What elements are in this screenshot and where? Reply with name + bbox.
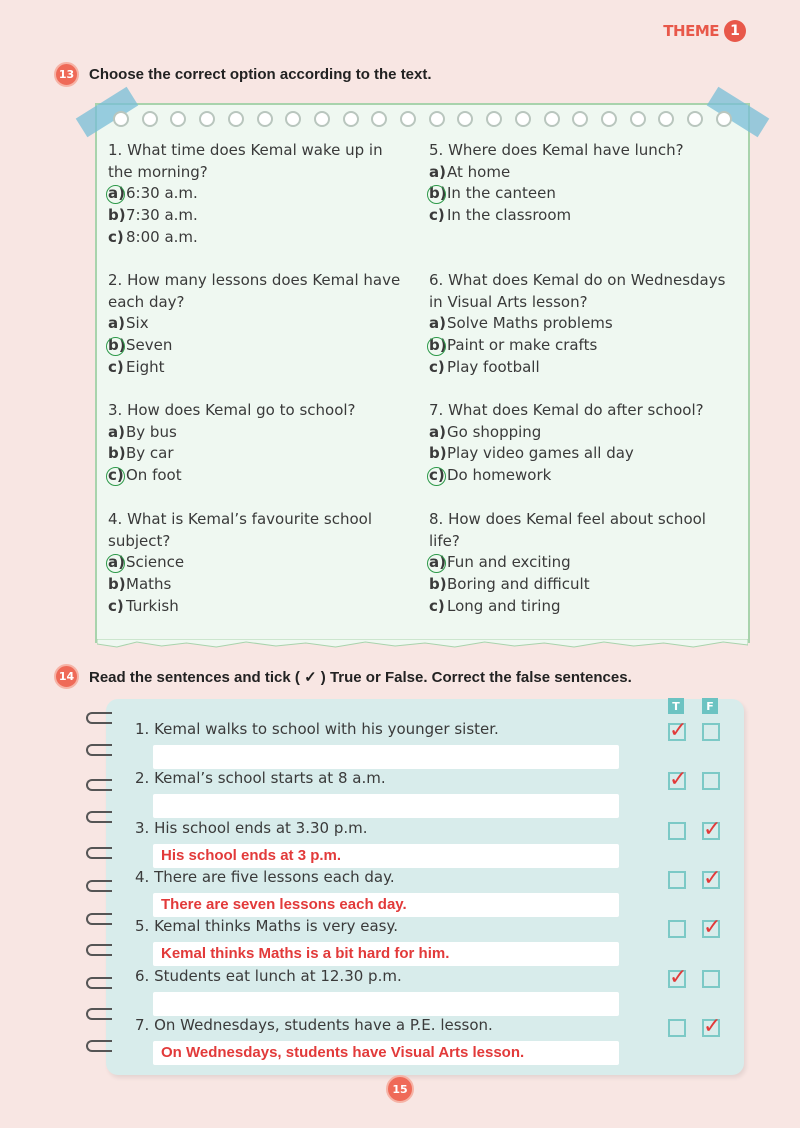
- question-prompt: What time does Kemal wake up in the morning?: [108, 141, 383, 181]
- tick-mark-icon: ✓: [669, 767, 688, 792]
- option-text: 7:30 a.m.: [126, 206, 198, 225]
- question-4: [108, 509, 408, 618]
- option-key: c): [429, 596, 445, 615]
- tick-mark-icon: ✓: [669, 965, 688, 990]
- option-c[interactable]: [108, 596, 408, 618]
- option-text: At home: [447, 162, 511, 181]
- tick-mark-icon: ✓: [703, 817, 722, 842]
- question-number: 2.: [108, 271, 123, 289]
- option-key: b): [108, 575, 126, 594]
- option-a[interactable]: [429, 422, 729, 444]
- option-b[interactable]: [429, 443, 729, 465]
- tick-mark-icon: ✓: [669, 718, 688, 743]
- question-number: 8.: [429, 510, 444, 528]
- question-number: 4.: [108, 510, 123, 528]
- option-c[interactable]: [429, 465, 729, 487]
- option-text: In the canteen: [447, 184, 556, 203]
- statement-1: [135, 720, 499, 738]
- option-a[interactable]: [108, 183, 408, 205]
- statement-text: His school ends at 3.30 p.m.: [154, 819, 368, 837]
- theme-number: 1: [724, 20, 746, 42]
- true-column-header: T: [668, 698, 684, 714]
- true-checkbox[interactable]: [668, 1019, 686, 1037]
- option-b[interactable]: [108, 443, 408, 465]
- question-number: 3.: [108, 401, 123, 419]
- option-c[interactable]: [429, 596, 729, 618]
- spiral-ring: [86, 712, 112, 724]
- statement-text: Kemal’s school starts at 8 a.m.: [154, 769, 386, 787]
- spiral-ring: [86, 744, 112, 756]
- correction-field[interactable]: [153, 992, 619, 1016]
- spiral-ring: [86, 1008, 112, 1020]
- option-c[interactable]: [429, 357, 729, 379]
- statement-text: Kemal thinks Maths is very easy.: [154, 917, 398, 935]
- question-text: [108, 509, 408, 552]
- option-key: b): [108, 335, 126, 357]
- question-8: [429, 509, 729, 618]
- question-1: [108, 140, 408, 249]
- option-c[interactable]: [429, 205, 729, 227]
- correction-field[interactable]: [153, 794, 619, 818]
- binder-holes: [113, 111, 732, 127]
- option-key: a): [108, 183, 126, 205]
- option-b[interactable]: [429, 183, 729, 205]
- option-key: a): [108, 314, 125, 333]
- true-checkbox[interactable]: [668, 871, 686, 889]
- option-key: a): [108, 552, 126, 574]
- option-key: c): [108, 465, 126, 487]
- option-key: a): [429, 162, 446, 181]
- option-text: Seven: [126, 336, 173, 355]
- option-text: On foot: [126, 466, 182, 485]
- option-key: c): [108, 596, 124, 615]
- statement-number: 4.: [135, 868, 150, 886]
- statement-text: There are five lessons each day.: [154, 868, 395, 886]
- spiral-ring: [86, 880, 112, 892]
- exercise-13-title: Choose the correct option according to the text.: [89, 66, 432, 83]
- statement-7: [135, 1016, 493, 1034]
- option-text: Solve Maths problems: [447, 314, 613, 333]
- option-key: b): [108, 444, 126, 463]
- option-a[interactable]: [108, 313, 408, 335]
- question-text: [429, 400, 729, 422]
- statement-2: [135, 769, 386, 787]
- correction-text: His school ends at 3 p.m.: [161, 847, 342, 864]
- option-text: In the classroom: [447, 206, 572, 225]
- false-checkbox[interactable]: [702, 723, 720, 741]
- option-text: Boring and difficult: [447, 575, 590, 594]
- option-text: Long and tiring: [447, 596, 561, 615]
- question-prompt: What is Kemal’s favourite school subject?: [108, 510, 373, 550]
- option-c[interactable]: [108, 357, 408, 379]
- option-text: 8:00 a.m.: [126, 227, 198, 246]
- exercise-13-number: 13: [54, 62, 79, 87]
- statement-6: [135, 967, 402, 985]
- question-number: 5.: [429, 141, 444, 159]
- option-text: Six: [126, 314, 149, 333]
- exercise-13-header: [54, 62, 432, 87]
- spiral-ring: [86, 944, 112, 956]
- question-prompt: How many lessons does Kemal have each day?: [108, 271, 401, 311]
- option-text: Do homework: [447, 466, 552, 485]
- option-c[interactable]: [108, 465, 408, 487]
- tick-mark-icon: ✓: [703, 915, 722, 940]
- option-text: Paint or make crafts: [447, 336, 598, 355]
- exercise-14-title: Read the sentences and tick ( ✓ ) True or False. Correct the false sentences.: [89, 668, 632, 686]
- question-prompt: Where does Kemal have lunch?: [448, 141, 684, 159]
- option-b[interactable]: [108, 335, 408, 357]
- question-text: [108, 270, 408, 313]
- statement-number: 1.: [135, 720, 150, 738]
- statement-number: 7.: [135, 1016, 150, 1034]
- statement-number: 5.: [135, 917, 150, 935]
- spiral-ring: [86, 779, 112, 791]
- question-text: [429, 270, 729, 313]
- option-text: Eight: [126, 357, 165, 376]
- option-key: b): [429, 183, 447, 205]
- option-text: Science: [126, 553, 185, 572]
- option-b[interactable]: [429, 335, 729, 357]
- statement-4: [135, 868, 395, 886]
- option-b[interactable]: [429, 574, 729, 596]
- correction-text: On Wednesdays, students have Visual Arts lesson.: [161, 1044, 525, 1061]
- statement-number: 2.: [135, 769, 150, 787]
- question-prompt: What does Kemal do after school?: [448, 401, 704, 419]
- false-checkbox[interactable]: [702, 772, 720, 790]
- option-key: b): [429, 335, 447, 357]
- option-a[interactable]: [429, 162, 729, 184]
- option-a[interactable]: [108, 552, 408, 574]
- option-text: Play video games all day: [447, 444, 634, 463]
- question-text: [108, 400, 408, 422]
- correction-text: There are seven lessons each day.: [161, 896, 407, 913]
- correction-text: Kemal thinks Maths is a bit hard for him.: [161, 945, 450, 962]
- false-checkbox[interactable]: [702, 970, 720, 988]
- question-text: [108, 140, 408, 183]
- correction-field[interactable]: [153, 745, 619, 769]
- option-key: a): [429, 552, 447, 574]
- statement-text: Kemal walks to school with his younger sister.: [154, 720, 499, 738]
- theme-header: [663, 20, 746, 42]
- option-key: b): [108, 206, 126, 225]
- option-key: c): [108, 227, 124, 246]
- statement-text: On Wednesdays, students have a P.E. lesson.: [154, 1016, 493, 1034]
- option-text: Turkish: [126, 596, 179, 615]
- option-a[interactable]: [429, 313, 729, 335]
- question-7: [429, 400, 729, 487]
- option-key: a): [429, 314, 446, 333]
- option-text: 6:30 a.m.: [126, 184, 198, 203]
- option-text: Fun and exciting: [447, 553, 571, 572]
- exercise-14-number: 14: [54, 664, 79, 689]
- option-key: b): [429, 444, 447, 463]
- question-6: [429, 270, 729, 379]
- question-prompt: What does Kemal do on Wednesdays in Visual Arts lesson?: [429, 271, 726, 311]
- question-number: 6.: [429, 271, 444, 289]
- page-number: 15: [386, 1075, 414, 1103]
- option-key: c): [108, 357, 124, 376]
- true-checkbox[interactable]: [668, 822, 686, 840]
- option-key: b): [429, 575, 447, 594]
- spiral-ring: [86, 811, 112, 823]
- question-3: [108, 400, 408, 487]
- option-text: By car: [126, 444, 174, 463]
- option-key: c): [429, 206, 445, 225]
- tick-mark-icon: ✓: [703, 1014, 722, 1039]
- spiral-ring: [86, 1040, 112, 1052]
- true-checkbox[interactable]: [668, 920, 686, 938]
- option-key: c): [429, 465, 447, 487]
- option-key: c): [429, 357, 445, 376]
- question-number: 1.: [108, 141, 123, 159]
- tick-mark-icon: ✓: [703, 866, 722, 891]
- option-a[interactable]: [108, 422, 408, 444]
- option-c[interactable]: [108, 227, 408, 249]
- option-a[interactable]: [429, 552, 729, 574]
- question-5: [429, 140, 729, 227]
- spiral-ring: [86, 847, 112, 859]
- spiral-ring: [86, 913, 112, 925]
- statement-text: Students eat lunch at 12.30 p.m.: [154, 967, 402, 985]
- false-column-header: F: [702, 698, 718, 714]
- option-text: Go shopping: [447, 422, 542, 441]
- option-b[interactable]: [108, 205, 408, 227]
- question-prompt: How does Kemal feel about school life?: [429, 510, 706, 550]
- statement-5: [135, 917, 398, 935]
- question-number: 7.: [429, 401, 444, 419]
- option-text: Maths: [126, 575, 172, 594]
- torn-edge: [97, 639, 748, 649]
- statement-number: 3.: [135, 819, 150, 837]
- question-text: [429, 509, 729, 552]
- option-text: Play football: [447, 357, 540, 376]
- statement-3: [135, 819, 368, 837]
- option-b[interactable]: [108, 574, 408, 596]
- spiral-ring: [86, 977, 112, 989]
- option-text: By bus: [126, 422, 177, 441]
- question-prompt: How does Kemal go to school?: [127, 401, 356, 419]
- exercise-14-header: [54, 664, 632, 689]
- theme-label: THEME: [663, 22, 719, 40]
- option-key: a): [429, 422, 446, 441]
- question-text: [429, 140, 729, 162]
- option-key: a): [108, 422, 125, 441]
- question-2: [108, 270, 408, 379]
- statement-number: 6.: [135, 967, 150, 985]
